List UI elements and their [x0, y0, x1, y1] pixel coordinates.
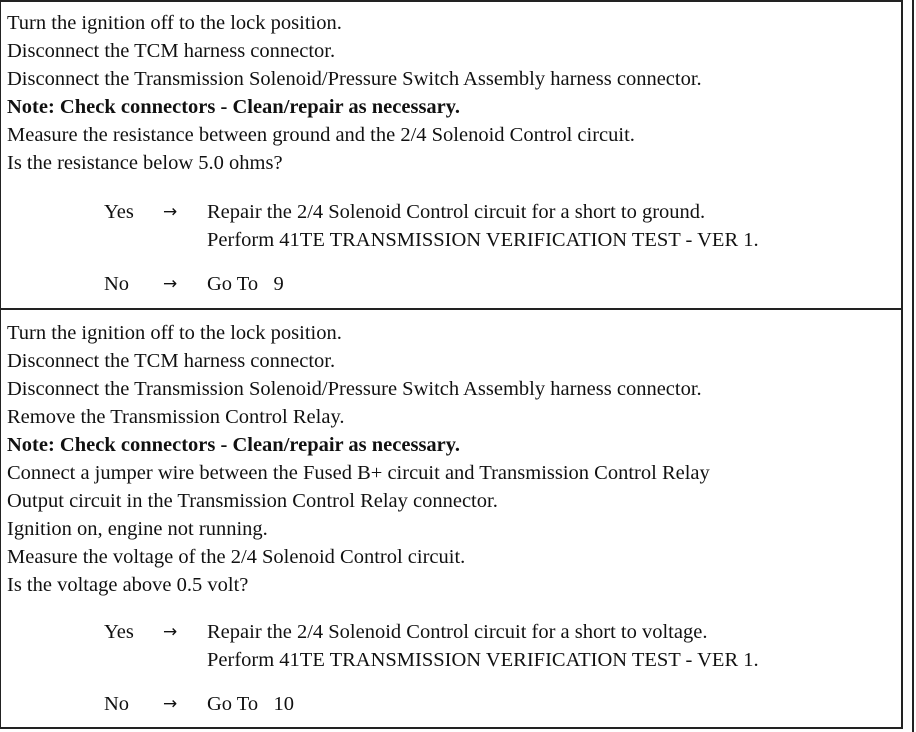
yes-branch	[0, 619, 903, 645]
right-arrow-icon: →	[163, 622, 178, 642]
instruction-line: Ignition on, engine not running.	[7, 518, 268, 540]
instruction-line: Disconnect the TCM harness connector.	[7, 350, 336, 372]
page-edge-line	[912, 0, 914, 310]
instruction-line: Measure the voltage of the 2/4 Solenoid Control circuit.	[7, 546, 466, 568]
right-arrow-icon: →	[163, 274, 178, 294]
note-line: Note: Check connectors - Clean/repair as necessary.	[7, 434, 461, 456]
question-line: Is the voltage above 0.5 volt?	[7, 574, 249, 596]
instruction-line: Remove the Transmission Control Relay.	[7, 406, 345, 428]
instruction-line: Disconnect the TCM harness connector.	[7, 40, 336, 62]
instruction-line: Turn the ignition off to the lock position.	[7, 12, 342, 34]
no-branch	[0, 271, 903, 297]
right-arrow-icon: →	[163, 202, 178, 222]
no-label: No	[104, 273, 130, 295]
yes-action-line: Repair the 2/4 Solenoid Control circuit for a short to ground.	[207, 201, 706, 223]
go-to-link[interactable]: Go To 9	[207, 273, 284, 295]
instruction-line: Turn the ignition off to the lock position.	[7, 322, 342, 344]
instruction-line: Connect a jumper wire between the Fused B+ circuit and Transmission Control Relay	[7, 462, 710, 484]
no-branch	[0, 691, 903, 717]
page-edge-line	[912, 310, 914, 732]
yes-action-line: Perform 41TE TRANSMISSION VERIFICATION TEST - VER 1.	[207, 649, 759, 671]
right-arrow-icon: →	[163, 694, 178, 714]
instruction-line: Disconnect the Transmission Solenoid/Pressure Switch Assembly harness connector.	[7, 378, 702, 400]
yes-branch-continued	[0, 227, 903, 253]
instruction-line: Measure the resistance between ground and the 2/4 Solenoid Control circuit.	[7, 124, 635, 146]
note-line: Note: Check connectors - Clean/repair as necessary.	[7, 96, 461, 118]
no-label: No	[104, 693, 130, 715]
instruction-line: Output circuit in the Transmission Control Relay connector.	[7, 490, 498, 512]
instruction-line: Disconnect the Transmission Solenoid/Pressure Switch Assembly harness connector.	[7, 68, 702, 90]
yes-branch-continued	[0, 647, 903, 673]
yes-label: Yes	[104, 621, 134, 643]
go-to-link[interactable]: Go To 10	[207, 693, 295, 715]
question-line: Is the resistance below 5.0 ohms?	[7, 152, 283, 174]
yes-action-line: Repair the 2/4 Solenoid Control circuit for a short to voltage.	[207, 621, 708, 643]
yes-action-line: Perform 41TE TRANSMISSION VERIFICATION TEST - VER 1.	[207, 229, 759, 251]
yes-branch	[0, 199, 903, 225]
yes-label: Yes	[104, 201, 134, 223]
